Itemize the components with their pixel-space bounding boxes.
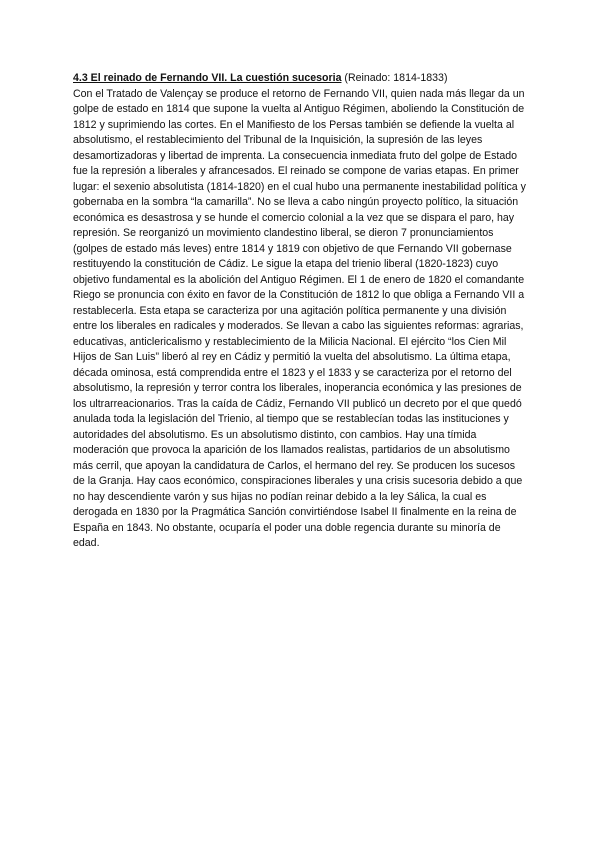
section-title: 4.3 El reinado de Fernando VII. La cuestión sucesoria bbox=[73, 72, 342, 84]
reign-dates: (Reinado: 1814-1833) bbox=[341, 72, 448, 84]
document-page bbox=[73, 71, 529, 552]
body-paragraph: Con el Tratado de Valençay se produce el retorno de Fernando VII, quien nada más llegar da un golpe de estado en 1814 que supone la vuelta al Antiguo Régimen, aboliendo la Constitución de 1812 y suprimiendo las cortes. En el Manifiesto de los Persas también se defiende la vuelta al absolutismo, el restablecimiento del Tribunal de la Inquisición, la supresión de las leyes desamortizadoras y libertad de imprenta. La consecuencia inmediata fruto del golpe de Estado fue la represión a liberales y afrancesados. El reinado se compone de varias etapas. En primer lugar: el sexenio absolutista (1814-1820) en el cual hubo una permanente inestabilidad política y gobernaba en la sombra “la camarilla”. No se lleva a cabo ningún proyecto político, la situación económica es desastrosa y se hunde el comercio colonial a la vez que se dispara el paro, hay represión. Se reorganizó un movimiento clandestino liberal, se dieron 7 pronunciamientos (golpes de estado más leves) entre 1814 y 1819 con objetivo de que Fernando VII gobernase restituyendo la constitución de Cádiz. Le sigue la etapa del trienio liberal (1820-1823) cuyo objetivo fundamental es la abolición del Antiguo Régimen. El 1 de enero de 1820 el comandante Riego se pronuncia con éxito en favor de la Constitución de 1812 lo que obliga a Fernando VII a restablecerla. Esta etapa se caracteriza por una agitación política permanente y una división entre los liberales en radicales y moderados. Se llevan a cabo las siguientes reformas: agrarias, educativas, anticlericalismo y restablecimiento de la Milicia Nacional. El ejército “los Cien Mil Hijos de San Luis” liberó al rey en Cádiz y permitió la vuelta del absolutismo. La última etapa, década ominosa, está comprendida entre el 1823 y el 1833 y se caracteriza por el retorno del absolutismo, la represión y terror contra los liberales, inoperancia económica y las presiones de los ultrarreacionarios. Tras la caída de Cádiz, Fernando VII publicó un decreto por el que quedó anulada toda la legislación del Trienio, al tiempo que se restablecían todas las instituciones y autoridades del absolutismo. Es un absolutismo distinto, con cambios. Hay una tímida moderación que provoca la aparición de los llamados realistas, partidarios de un absolutismo más cerril, que apoyan la candidatura de Carlos, el hermano del rey. Se producen los sucesos de la Granja. Hay caos económico, conspiraciones liberales y una crisis sucesoria debido a que no hay descendiente varón y sus hijas no podían reinar debido a la ley Sálica, la cual es derogada en 1830 por la Pragmática Sanción convirtiéndose Isabel II finalmente en la reina de España en 1843. No obstante, ocuparía el poder una doble regencia durante su minoría de edad. bbox=[73, 87, 526, 549]
section-heading bbox=[73, 71, 529, 87]
